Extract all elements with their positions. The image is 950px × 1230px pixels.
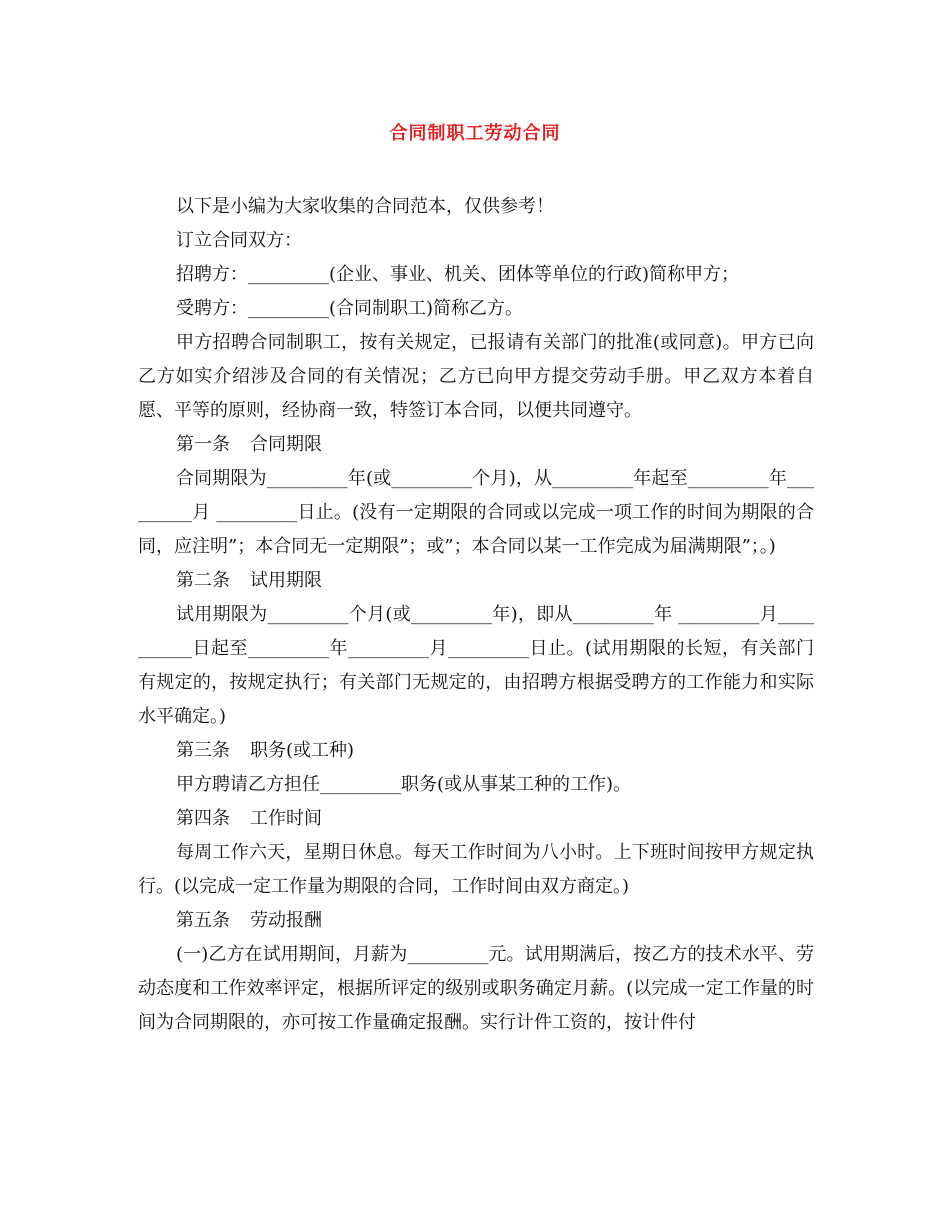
intro-paragraph: 以下是小编为大家收集的合同范本，仅供参考！ bbox=[176, 196, 554, 217]
article-body: 试用期限为_________个月(或_________年)，即从_________年 _________月__________日起至_________年_________月_________日止。(试用期限的长短，有关部门有规定的，按规定执行；有关部门无规定的，由招聘方根据受聘方的工作能力和实际水平确定。) bbox=[138, 604, 814, 727]
article-body: (一)乙方在试用期间，月薪为_________元。试用期满后，按乙方的技术水平、劳动态度和工作效率评定，根据所评定的级别或职务确定月薪。(以完成一定工作量的时间为合同期限的，亦可按工作量确定报酬。实行计件工资的，按计件付 bbox=[138, 944, 814, 1033]
employee-line: 受聘方：_________(合同制职工)简称乙方。 bbox=[176, 298, 524, 319]
article-title: 劳动报酬 bbox=[250, 910, 322, 931]
article-body: 合同期限为_________年(或_________个月)，从_________年起至_________年_________月 _________日止。(没有一定期限的合同或以完成一项工作的时间为期限的合同，应注明”；本合同无一定期限”；或”；本合同以某一工作完成为届满期限”；。) bbox=[138, 468, 814, 557]
parties-label: 订立合同双方： bbox=[176, 230, 302, 251]
article-title: 试用期限 bbox=[250, 570, 322, 591]
document-body bbox=[138, 190, 814, 1040]
employer-line: 招聘方：_________(企业、事业、机关、团体等单位的行政)简称甲方； bbox=[176, 264, 740, 285]
article-body: 每周工作六天，星期日休息。每天工作时间为八小时。上下班时间按甲方规定执行。(以完成一定工作量为期限的合同，工作时间由双方商定。) bbox=[138, 842, 814, 897]
article-body: 甲方聘请乙方担任_________职务(或从事某工种的工作)。 bbox=[176, 774, 632, 795]
document-title: 合同制职工劳动合同 bbox=[389, 123, 561, 144]
article-title: 职务(或工种) bbox=[250, 740, 355, 761]
article-heading bbox=[138, 802, 814, 836]
article-number: 第四条 bbox=[176, 808, 230, 829]
article-heading bbox=[138, 904, 814, 938]
preamble-paragraph: 甲方招聘合同制职工，按有关规定，已报请有关部门的批准(或同意)。甲方已向乙方如实介绍涉及合同的有关情况；乙方已向甲方提交劳动手册。甲乙双方本着自愿、平等的原则，经协商一致，特签订本合同，以便共同遵守。 bbox=[138, 332, 814, 421]
article-heading bbox=[138, 564, 814, 598]
article-title: 合同期限 bbox=[250, 434, 322, 455]
article-heading bbox=[138, 734, 814, 768]
article-number: 第一条 bbox=[176, 434, 230, 455]
article-title: 工作时间 bbox=[250, 808, 322, 829]
article-number: 第三条 bbox=[176, 740, 230, 761]
article-number: 第五条 bbox=[176, 910, 230, 931]
article-number: 第二条 bbox=[176, 570, 230, 591]
article-heading bbox=[138, 428, 814, 462]
